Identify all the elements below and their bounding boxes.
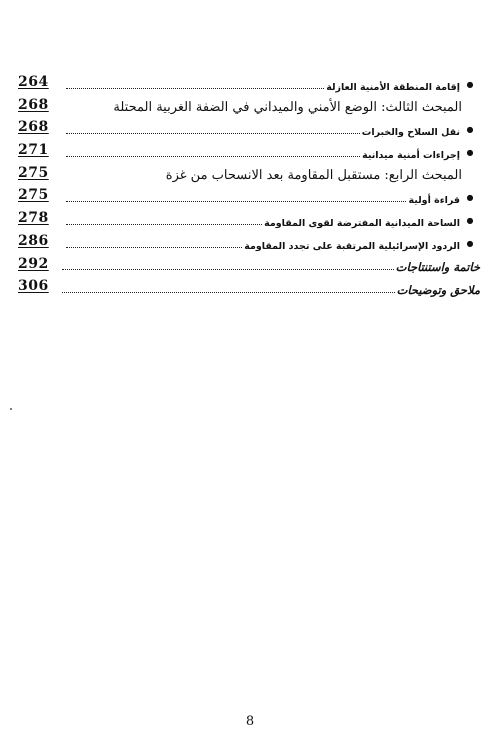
toc-page-number: 268 (18, 96, 49, 113)
dot-leader (66, 200, 406, 202)
scan-speck (10, 408, 12, 410)
dot-leader (66, 155, 360, 157)
toc-entry-title: نقل السلاح والخبرات (361, 127, 460, 139)
dot-leader (66, 87, 324, 89)
toc-entry-title: إجراءات أمنية ميدانية (362, 149, 460, 161)
toc-section-heading (18, 163, 480, 186)
toc-section-title: المبحث الثالث: الوضع الأمني والميداني في الضفة الغربية المحتلة (113, 100, 462, 116)
toc-page-number: 278 (18, 210, 49, 227)
toc-major-title: خاتمة واستنتاجات (395, 260, 480, 275)
toc-page-number: 286 (18, 232, 49, 249)
dot-leader (66, 132, 360, 134)
toc-entry (18, 231, 480, 254)
toc-entry (18, 140, 480, 163)
dot-leader (62, 291, 395, 293)
dot-leader (66, 246, 242, 248)
toc-page-number: 275 (18, 164, 49, 181)
toc-major-entry (18, 276, 480, 299)
toc-entry-title: الردود الإسرائيلية المرتقبة على تجدد المقاومة (244, 240, 460, 252)
toc-entry (18, 72, 480, 95)
toc-page-number: 292 (18, 255, 49, 272)
bullet-dot-icon: ● (466, 147, 474, 157)
toc-entry (18, 117, 480, 140)
toc-entry-title: الساحة الميدانية المفترضة لقوى المقاومة (264, 217, 460, 229)
toc-major-title: ملاحق وتوضيحات (396, 282, 480, 297)
bullet-dot-icon: ● (466, 215, 474, 225)
dot-leader (62, 268, 394, 270)
bullet-dot-icon: ● (466, 79, 474, 89)
toc-section-heading (18, 95, 480, 118)
toc-major-entry (18, 254, 480, 277)
toc-entry (18, 208, 480, 231)
toc-page-number: 275 (18, 187, 49, 204)
dot-leader (66, 223, 262, 225)
toc-entry-title: إقامة المنطقة الأمنية العازلة (326, 81, 460, 93)
page-number: 8 (245, 714, 255, 729)
bullet-dot-icon: ● (466, 125, 474, 135)
bullet-dot-icon: ● (466, 193, 474, 203)
toc-page-number: 271 (18, 142, 49, 159)
toc-page-number: 264 (18, 74, 49, 90)
toc-entry (18, 185, 480, 208)
toc-section-title: المبحث الرابع: مستقبل المقاومة بعد الانسحاب من غزة (165, 168, 462, 184)
toc-entry-title: قراءة أولية (408, 195, 460, 207)
toc-page-number: 268 (18, 119, 49, 136)
bullet-dot-icon: ● (466, 238, 474, 248)
toc-page-number: 306 (18, 278, 49, 295)
table-of-contents (18, 72, 480, 299)
